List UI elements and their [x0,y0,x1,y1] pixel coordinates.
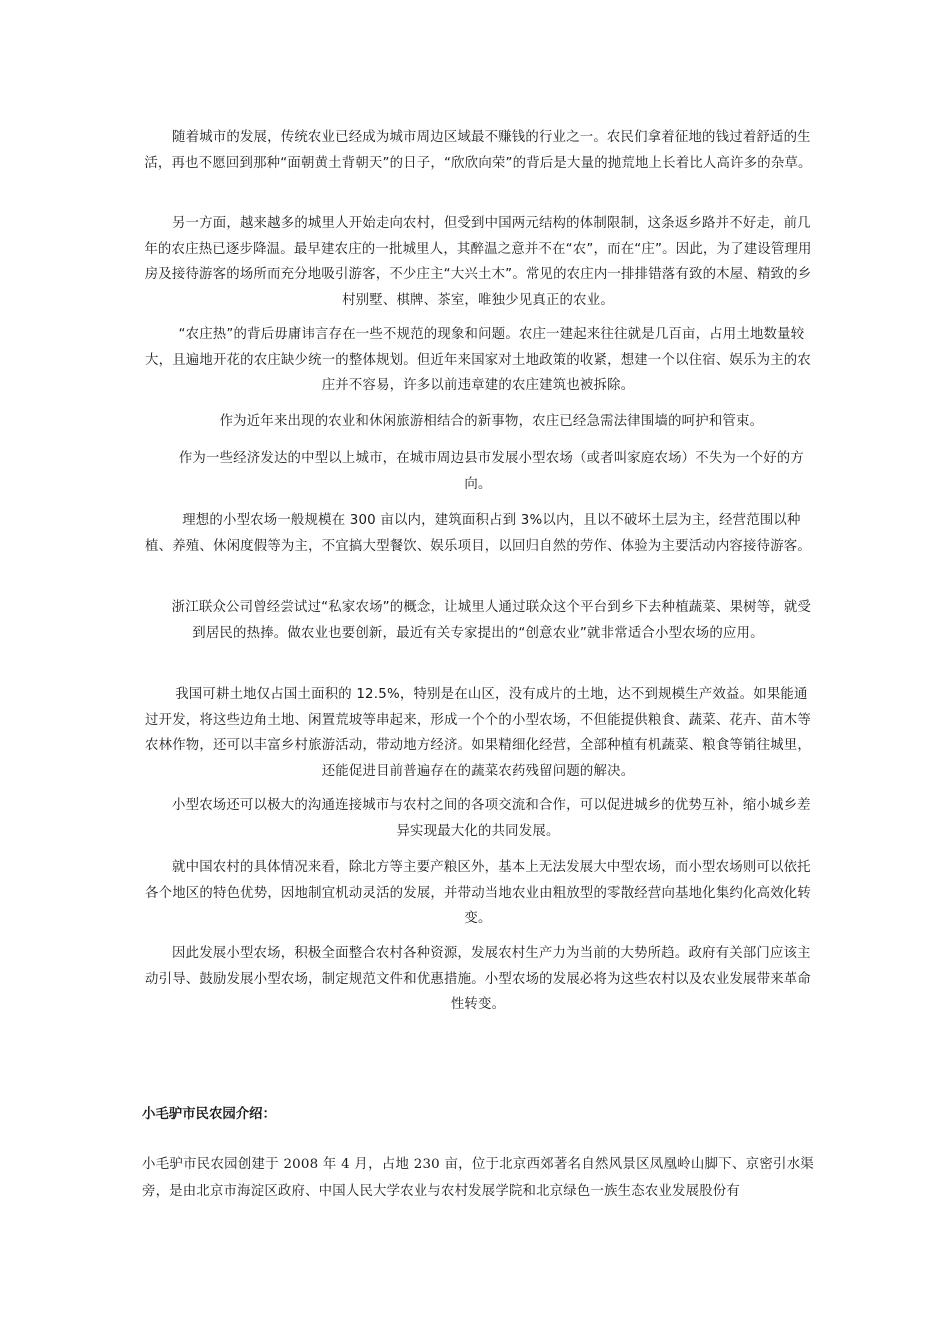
paragraph-land-use: 我国可耕土地仅占国土面积的 12.5%，特别是在山区，没有成片的土地，达不到规模生产效益。如果能通过开发，将这些边角土地、闲置荒坡等串起来，形成一个个的小型农场，不但能提供粮食、蔬菜、花卉、苗木等农林作物，还可以丰富乡村旅游活动，带动地方经济。如果精细化经营，全部种植有机蔬菜、粮食等销往城里，还能促进目前普遍存在的蔬菜农药残留问题的解决。 [145,687,811,779]
paragraph-private-farm: 浙江联众公司曾经尝试过“私家农场”的概念，让城里人通过联众这个平台到乡下去种植蔬菜、果树等，就受到居民的热捧。做农业也要创新，最近有关专家提出的“创意农业”就非常适合小型农场的应用。 [171,600,812,641]
paragraph-ideal-scale: 理想的小型农场一般规模在 300 亩以内，建筑面积占到 3%以内，且以不破坏土层为主，经营范围以种植、养殖、休闲度假等为主，不宜搞大型餐饮、娱乐项目，以回归自然的劳作、体验为主要活动内容接待游客。 [145,513,811,554]
paragraph-legal-protection: 作为近年来出现的农业和休闲旅游相结合的新事物，农庄已经急需法律围墙的呵护和管束。 [219,414,764,429]
paragraph-farm-house-trend: 另一方面，越来越多的城里人开始走向农村，但受到中国两元结构的体制限制，这条返乡路并不好走，前几年的农庄热已逐步降温。最早建农庄的一批城里人，其醉温之意并不在“农”，而在“庄”。因此，为了建设管理用房及接待游客的场所而充分地吸引游客，不少庄主“大兴土木”。常见的农庄内一排排错落有致的木屋、精致的乡村别墅、棋牌、茶室，唯独少见真正的农业。 [144,216,812,308]
paragraph-urban-farming: 随着城市的发展，传统农业已经成为城市周边区域最不赚钱的行业之一。农民们拿着征地的钱过着舒适的生活，再也不愿回到那种“面朝黄土背朝天”的日子，“欣欣向荣”的背后是大量的抛荒地上长着比人高许多的杂草。 [144,130,812,171]
paragraph-direction: 作为一些经济发达的中型以上城市，在城市周边县市发展小型农场（或者叫家庭农场）不失为一个好的方向。 [178,451,804,492]
paragraph-farm-house-issues: “农庄热”的背后毋庸讳言存在一些不规范的现象和问题。农庄一建起来往往就是几百亩，占用土地数量较大，且遍地开花的农庄缺少统一的整体规划。但近年来国家对土地政策的收紧，想建一个以住宿、娱乐为主的农庄并不容易，许多以前违章建的农庄建筑也被拆除。 [145,327,811,393]
section-heading: 小毛驴市民农园介绍： [142,1106,276,1122]
paragraph-urban-rural-link: 小型农场还可以极大的沟通连接城市与农村之间的各项交流和合作，可以促进城乡的优势互补，缩小城乡差异实现最大化的共同发展。 [172,798,811,839]
paragraph-china-context: 就中国农村的具体情况来看，除北方等主要产粮区外，基本上无法发展大中型农场，而小型农场则可以依托各个地区的特色优势，因地制宜机动灵活的发展，并带动当地农业由粗放型的零散经营向基地化集约化高效化转变。 [145,860,811,926]
section-intro: 小毛驴市民农园创建于 2008 年 4 月，占地 230 亩，位于北京西郊著名自然风景区凤凰岭山脚下、京密引水渠旁，是由北京市海淀区政府、中国人民大学农业与农村发展学院和北京绿色一族生态农业发展股份有 [142,1157,814,1199]
paragraph-conclusion: 因此发展小型农场，积极全面整合农村各种资源，发展农村生产力为当前的大势所趋。政府有关部门应该主动引导、鼓励发展小型农场，制定规范文件和优惠措施。小型农场的发展必将为这些农村以及农业发展带来革命性转变。 [145,946,811,1012]
